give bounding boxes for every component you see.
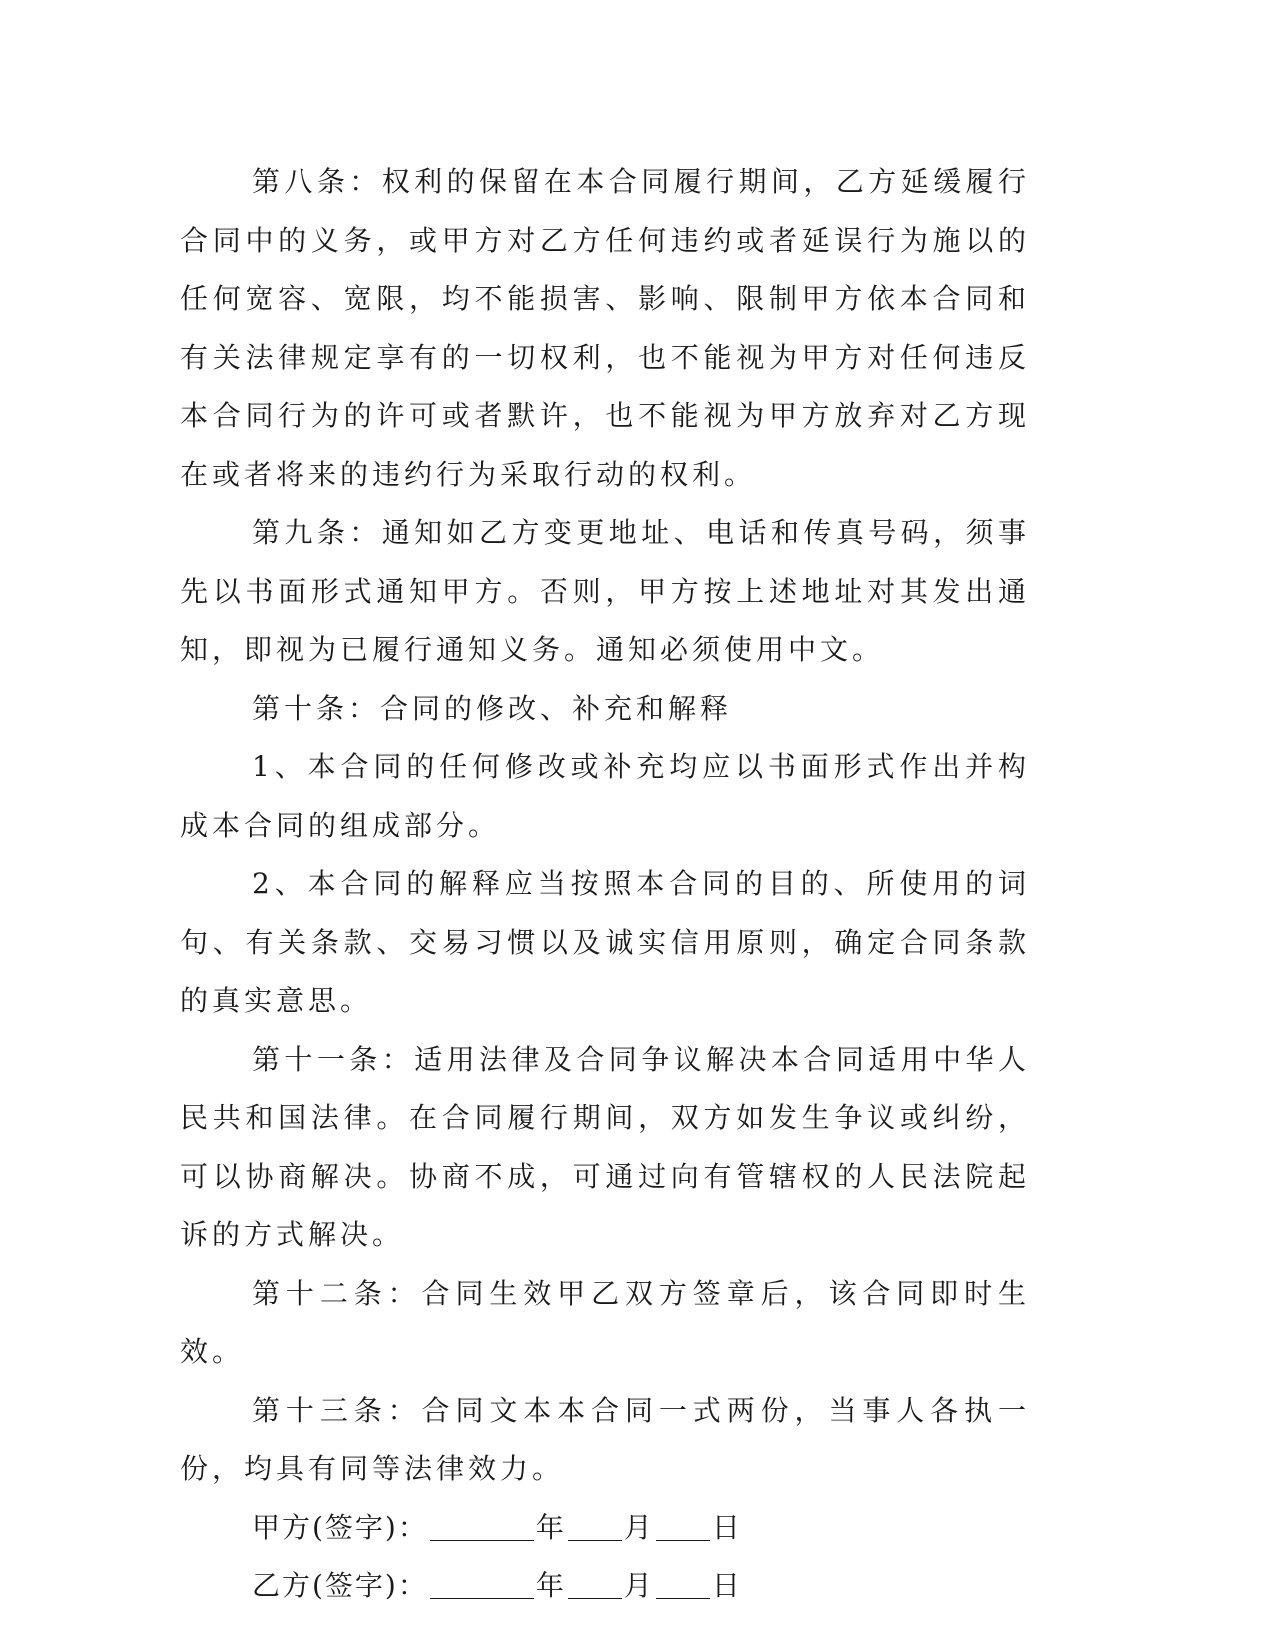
signature-blank[interactable] [430, 1570, 534, 1599]
signature-blank[interactable] [430, 1512, 534, 1541]
month-label: 月 [623, 1569, 654, 1602]
month-blank[interactable] [568, 1512, 622, 1541]
clause-10-item-1: 1、本合同的任何修改或补充均应以书面形式作出并构成本合同的组成部分。 [180, 750, 1030, 842]
signature-label: 乙方(签字)： [252, 1569, 428, 1602]
signature-party-b [180, 1557, 1030, 1616]
clause-12: 第十二条：合同生效甲乙双方签章后，该合同即时生效。 [180, 1276, 1030, 1368]
signature-label: 甲方(签字)： [252, 1510, 428, 1544]
month-label: 月 [623, 1510, 654, 1544]
clause-11: 第十一条：适用法律及合同争议解决本合同适用中华人民共和国法律。在合同履行期间，双方如发生争议或纠纷，可以协商解决。协商不成，可通过向有管辖权的人民法院起诉的方式解决。 [180, 1042, 1030, 1251]
document-page [180, 153, 1030, 1616]
clause-8: 第八条：权利的保留在本合同履行期间，乙方延缓履行合同中的义务，或甲方对乙方任何违约或者延误行为施以的任何宽容、宽限，均不能损害、影响、限制甲方依本合同和有关法律规定享有的一切权利，也不能视为甲方对任何违反本合同行为的许可或者默许，也不能视为甲方放弃对乙方现在或者将来的违约行为采取行动的权利。 [180, 165, 1030, 491]
day-blank[interactable] [656, 1570, 710, 1599]
clause-9: 第九条：通知如乙方变更地址、电话和传真号码，须事先以书面形式通知甲方。否则，甲方按上述地址对其发出通知，即视为已履行通知义务。通知必须使用中文。 [180, 516, 1030, 666]
year-label: 年 [535, 1510, 566, 1544]
clause-13: 第十三条：合同文本本合同一式两份，当事人各执一份，均具有同等法律效力。 [180, 1393, 1030, 1485]
year-label: 年 [535, 1569, 566, 1602]
month-blank[interactable] [568, 1570, 622, 1599]
day-label: 日 [711, 1569, 742, 1602]
clause-10-item-2: 2、本合同的解释应当按照本合同的目的、所使用的词句、有关条款、交易习惯以及诚实信用原则，确定合同条款的真实意思。 [180, 867, 1030, 1017]
day-label: 日 [711, 1510, 742, 1544]
clause-10-heading: 第十条：合同的修改、补充和解释 [252, 691, 733, 725]
day-blank[interactable] [656, 1512, 710, 1541]
signature-party-a [180, 1499, 1030, 1558]
